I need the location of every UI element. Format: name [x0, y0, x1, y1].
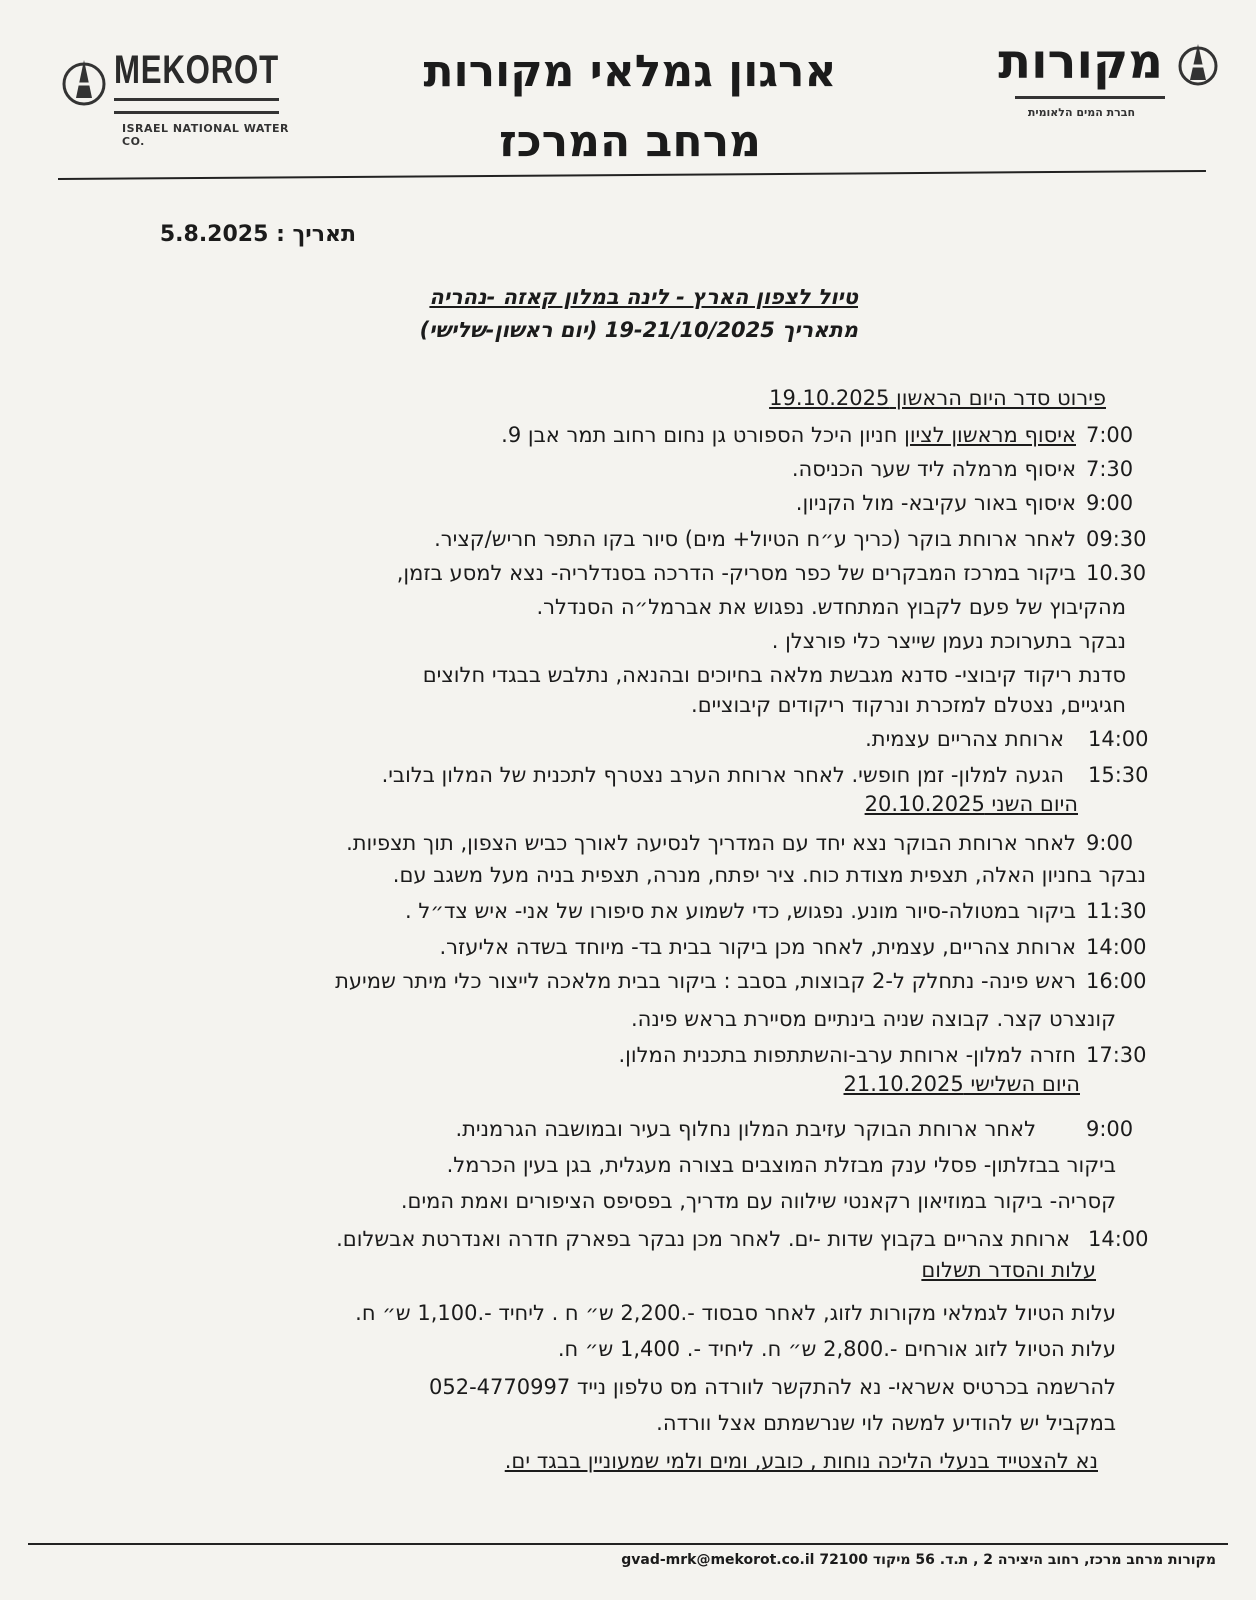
schedule-text: ארוחת צהריים עצמית. — [865, 727, 1064, 751]
schedule-time: 9:00 — [1086, 1117, 1134, 1141]
schedule-continuation: קונצרט קצר. קבוצה שניה בינתיים מסיירת בראש פינה. — [630, 1007, 1116, 1031]
mekorot-logo-hebrew — [998, 20, 1225, 130]
payment-line: עלות הטיול לגמלאי מקורות לזוג, לאחר סבסוד -.2,200 ש״ ח . ליחיד -.1,100 ש״ ח. — [355, 1301, 1116, 1325]
schedule-continuation: נבקר בתערוכת נעמן שייצר כלי פורצלן . — [771, 629, 1126, 653]
schedule-time: 09:30 — [1086, 527, 1147, 551]
logo-word-he: מקורות — [998, 34, 1163, 90]
trip-dates: מתאריך 19-21/10/2025 (יום ראשון-שלישי) — [419, 318, 858, 342]
schedule-continuation: מהקיבוץ של פעם לקבוץ המתחדש. נפגוש את אברמל״ה הסנדלר. — [536, 595, 1126, 619]
schedule-time: 11:30 — [1086, 899, 1147, 923]
logo-subtitle-he: חברת המים הלאומית — [1027, 106, 1135, 119]
schedule-text: חזרה למלון- ארוחת ערב-והשתתפות בתכנית המלון. — [618, 1043, 1076, 1067]
water-drop-icon — [62, 46, 122, 116]
water-drop-icon — [1173, 36, 1223, 96]
logo-underline — [1015, 96, 1165, 99]
equipment-note: נא להצטייד בנעלי הליכה נוחות , כובע, ומים ולמי שמעוניין בבגד ים. — [504, 1449, 1098, 1473]
mekorot-logo-english — [62, 28, 292, 148]
schedule-text: לאחר ארוחת הבוקר עזיבת המלון נחלוף בעיר ובמושבה הגרמנית. — [455, 1117, 1036, 1141]
schedule-continuation: חגיגיים, נצטלם למזכרת ונרקוד ריקודים קיבוציים. — [691, 693, 1126, 717]
schedule-time: 9:00 — [1086, 491, 1134, 515]
schedule-continuation: נבקר בחניון האלה, תצפית מצודת כוח. ציר יפתח, מנרה, תצפית בניה מעל משגב עם. — [392, 863, 1146, 887]
footer-divider — [28, 1543, 1228, 1545]
schedule-text: ארוחת צהריים בקבוץ שדות -ים. לאחר מכן נבקר בפארק חדרה ואנדרטת אבשלום. — [336, 1227, 1070, 1251]
schedule-time: 15:30 — [1088, 763, 1149, 787]
schedule-time: 17:30 — [1086, 1043, 1147, 1067]
logo-subtitle: ISRAEL NATIONAL WATER CO. — [122, 122, 290, 148]
schedule-continuation: סדנת ריקוד קיבוצי- סדנא מגבשת מלאה בחיוכים ובהנאה, נתלבש בבגדי חלוצים — [422, 663, 1126, 687]
schedule-text: איסוף באור עקיבא- מול הקניון. — [795, 491, 1076, 515]
schedule-time: 7:00 — [1086, 423, 1134, 447]
day1-heading: פירוט סדר היום הראשון 19.10.2025 — [769, 386, 1106, 410]
logo-underline — [114, 98, 279, 114]
schedule-continuation: ביקור בבזלתון- פסלי ענק מבזלת המוצבים בצורה מעגלית, בגן בעין הכרמל. — [446, 1153, 1116, 1177]
schedule-text: ארוחת צהריים, עצמית, לאחר מכן ביקור בבית בד- מיוחד בשדה אליעזר. — [439, 935, 1076, 959]
header-divider — [58, 170, 1206, 180]
logo-word: MEKOROT — [114, 48, 279, 92]
org-title: ארגון גמלאי מקורות — [423, 46, 837, 97]
schedule-time: 14:00 — [1088, 727, 1149, 751]
document-date: תאריך : 5.8.2025 — [159, 222, 356, 247]
schedule-text: ביקור במרכז המבקרים של כפר מסריק- הדרכה בסנדלריה- נצא למסע בזמן, — [396, 561, 1076, 585]
schedule-text: לאחר ארוחת הבוקר נצא יחד עם המדריך לנסיעה לאורך כביש הצפון, תוך תצפיות. — [346, 831, 1076, 855]
schedule-time: 9:00 — [1086, 831, 1134, 855]
schedule-time: 16:00 — [1086, 969, 1147, 993]
schedule-text: ביקור במטולה-סיור מונע. נפגוש, כדי לשמוע את סיפורו של אני- איש צד״ל . — [405, 899, 1076, 923]
schedule-time: 14:00 — [1088, 1227, 1149, 1251]
payment-heading: עלות והסדר תשלום — [921, 1258, 1096, 1282]
schedule-time: 10.30 — [1086, 561, 1147, 585]
org-subtitle: מרחב המרכז — [499, 116, 761, 167]
payment-line: עלות הטיול לזוג אורחים -.2,800 ש״ ח. ליחיד -. 1,400 ש״ ח. — [557, 1337, 1116, 1361]
payment-line: במקביל יש להודיע למשה לוי שנרשמתם אצל וורדה. — [656, 1411, 1116, 1435]
trip-title: טיול לצפון הארץ - לינה במלון קאזה -נהריה — [429, 285, 858, 309]
day2-heading: היום השני 20.10.2025 — [864, 792, 1078, 816]
payment-line: להרשמה בכרטיס אשראי- נא להתקשר לוורדה מס טלפון נייד 052-4770997 — [429, 1375, 1116, 1399]
schedule-text: ראש פינה- נתחלק ל-2 קבוצות, בסבב : ביקור בבית מלאכה לייצור כלי מיתר שמיעת — [335, 969, 1076, 993]
schedule-text — [501, 418, 1076, 452]
footer-address: מקורות מרחב מרכז, רחוב היצירה 2 , ת.ד. 56 מיקוד 72100 gvad-mrk@mekorot.co.il — [621, 1552, 1216, 1568]
schedule-continuation: קסריה- ביקור במוזיאון רקאנטי שילווה עם מדריך, בפסיפס הציפורים ואמת המים. — [400, 1189, 1116, 1213]
day3-heading: היום השלישי 21.10.2025 — [843, 1072, 1080, 1096]
pickup-location: איסוף מראשון לציון — [904, 423, 1076, 447]
schedule-text: הגעה למלון- זמן חופשי. לאחר ארוחת הערב נצטרף לתכנית של המלון בלובי. — [381, 763, 1064, 787]
schedule-time: 7:30 — [1086, 457, 1134, 481]
schedule-text: לאחר ארוחת בוקר (כריך ע״ח הטיול+ מים) סיור בקו התפר חריש/קציר. — [434, 527, 1076, 551]
schedule-time: 14:00 — [1086, 935, 1147, 959]
schedule-text: איסוף מרמלה ליד שער הכניסה. — [791, 457, 1076, 481]
pickup-detail: חניון היכל הספורט גן נחום רחוב תמר אבן 9. — [501, 423, 905, 447]
